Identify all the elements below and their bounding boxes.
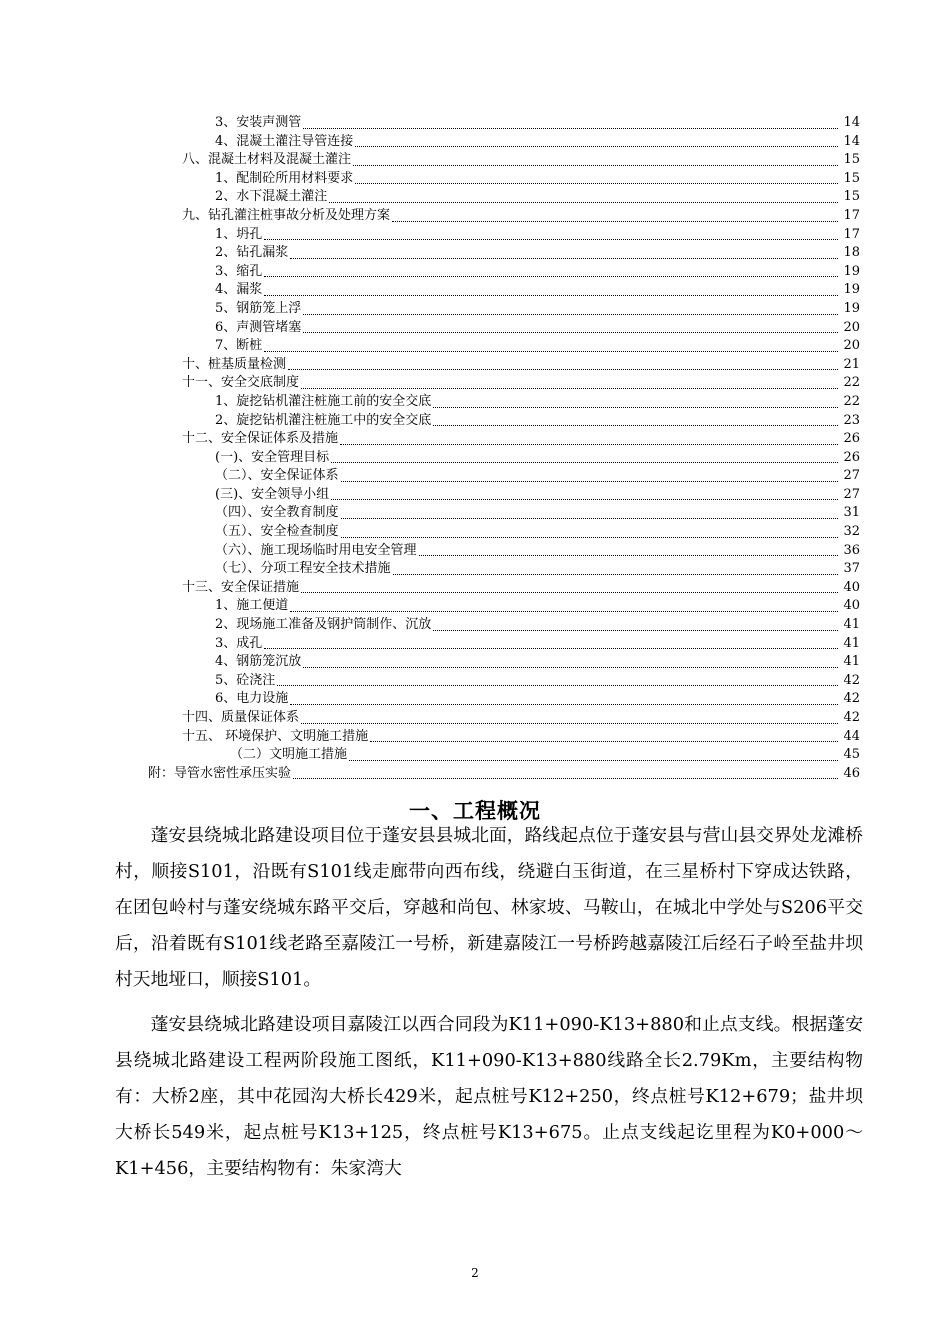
toc-entry[interactable] (120, 281, 860, 300)
toc-entry-label: 2、钻孔漏浆 (215, 245, 289, 261)
toc-entry[interactable] (120, 207, 860, 226)
toc-entry-page: 14 (843, 133, 860, 149)
toc-entry[interactable] (120, 523, 860, 542)
page-number: 2 (471, 1266, 479, 1280)
toc-entry-page: 41 (843, 617, 860, 633)
toc-entry-label: 八、混凝土材料及混凝土灌注 (182, 152, 352, 168)
toc-entry[interactable] (120, 653, 860, 672)
toc-entry-page: 19 (843, 282, 860, 298)
toc-dot-leader (301, 384, 838, 389)
toc-entry-page: 42 (843, 691, 860, 707)
toc-dot-leader (329, 198, 838, 203)
body-text (115, 818, 863, 1187)
toc-entry[interactable] (120, 504, 860, 523)
table-of-contents (120, 114, 860, 783)
toc-entry-label: 4、钢筋笼沉放 (215, 654, 302, 670)
toc-dot-leader (301, 588, 838, 593)
toc-entry-label: 1、配制砼所用材料要求 (215, 170, 354, 186)
toc-dot-leader (264, 644, 838, 649)
toc-entry[interactable] (120, 393, 860, 412)
toc-entry-page: 19 (843, 263, 860, 279)
toc-entry[interactable] (120, 467, 860, 486)
toc-entry-label: （四）、安全教育制度 (215, 505, 339, 521)
toc-dot-leader (433, 403, 838, 408)
toc-entry-label: 3、安装声测管 (215, 115, 302, 130)
toc-entry-page: 27 (843, 486, 860, 502)
toc-entry[interactable] (120, 374, 860, 393)
toc-entry[interactable] (120, 709, 860, 728)
toc-entry-page: 46 (843, 765, 860, 781)
toc-entry-page: 17 (843, 207, 860, 223)
toc-entry[interactable] (120, 244, 860, 263)
toc-entry[interactable] (120, 430, 860, 449)
toc-dot-leader (303, 124, 838, 129)
toc-dot-leader (341, 514, 838, 519)
toc-entry-label: （二）、安全保证体系 (215, 468, 339, 484)
toc-entry-page: 31 (843, 505, 860, 521)
toc-entry-label: 十二、安全保证体系及措施 (182, 431, 339, 447)
toc-dot-leader (331, 458, 838, 463)
toc-entry-label: （二）文明施工措施 (230, 747, 348, 763)
toc-entry[interactable] (120, 356, 860, 375)
toc-entry-label: 十、桩基质量检测 (182, 356, 287, 372)
toc-entry-label: 2、现场施工准备及钢护筒制作、沉放 (215, 617, 432, 633)
toc-entry[interactable] (120, 337, 860, 356)
toc-entry-label: 5、砼浇注 (215, 672, 276, 688)
toc-entry-label: 2、水下混凝土灌注 (215, 189, 328, 205)
toc-entry[interactable] (120, 114, 860, 133)
toc-entry-label: (三)、安全领导小组 (215, 486, 330, 502)
toc-entry-page: 21 (843, 356, 860, 372)
toc-entry-label: (一)、安全管理目标 (215, 449, 330, 465)
toc-dot-leader (264, 272, 838, 277)
toc-dot-leader (277, 681, 838, 686)
toc-entry-label: 十一、安全交底制度 (182, 375, 300, 391)
toc-entry-page: 37 (843, 561, 860, 577)
toc-dot-leader (370, 737, 838, 742)
toc-entry-page: 26 (843, 449, 860, 465)
toc-entry-page: 14 (843, 115, 860, 130)
toc-entry[interactable] (120, 319, 860, 338)
toc-entry-label: 九、钻孔灌注桩事故分析及处理方案 (182, 207, 391, 223)
toc-entry-page: 26 (843, 431, 860, 447)
toc-entry-label: （五）、安全检查制度 (215, 524, 339, 540)
toc-dot-leader (290, 700, 838, 705)
toc-dot-leader (392, 217, 838, 222)
toc-entry-label: 5、钢筋笼上浮 (215, 300, 302, 316)
toc-entry-page: 44 (843, 728, 860, 744)
toc-entry-page: 23 (843, 412, 860, 428)
toc-entry-label: 十四、质量保证体系 (182, 710, 300, 725)
toc-entry[interactable] (120, 635, 860, 654)
toc-entry[interactable] (120, 151, 860, 170)
toc-entry[interactable] (120, 672, 860, 691)
toc-dot-leader (419, 551, 838, 556)
toc-entry-label: 1、施工便道 (215, 598, 289, 614)
toc-entry-label: 3、成孔 (215, 635, 263, 651)
toc-entry-label: 附：导管水密性承压实验 (148, 765, 292, 781)
toc-entry-page: 27 (843, 468, 860, 484)
toc-dot-leader (341, 477, 838, 482)
toc-entry[interactable] (120, 579, 860, 598)
toc-entry-page: 42 (843, 672, 860, 688)
toc-entry-page: 15 (843, 189, 860, 205)
toc-dot-leader (303, 663, 838, 668)
toc-entry-label: 十三、安全保证措施 (182, 579, 300, 595)
toc-entry-label: 1、旋挖钻机灌注桩施工前的安全交底 (215, 393, 432, 409)
toc-dot-leader (353, 161, 838, 166)
toc-dot-leader (355, 179, 838, 184)
toc-entry[interactable] (120, 133, 860, 152)
toc-entry[interactable] (120, 300, 860, 319)
toc-dot-leader (341, 533, 838, 538)
toc-entry-page: 40 (843, 579, 860, 595)
toc-entry-label: （六）、施工现场临时用电安全管理 (215, 542, 417, 558)
toc-entry-page: 42 (843, 710, 860, 725)
paragraph: 蓬安县绕城北路建设项目嘉陵江以西合同段为K11+090-K13+880和止点支线。根据蓬安县绕城北路建设工程两阶段施工图纸，K11+090-K13+880线路全长2.79Km，主要结构物有：大桥2座，其中花园沟大桥长429米，起点桩号K12+250，终点桩号K12+679；盐井坝大桥长549米，起点桩号K13+125，终点桩号K13+675。止点支线起讫里程为K0+000～K1+456，主要结构物有：朱家湾大 (115, 1014, 863, 1179)
toc-entry-label: 6、电力设施 (215, 691, 289, 707)
toc-entry[interactable] (120, 616, 860, 635)
toc-entry[interactable] (120, 728, 860, 747)
toc-entry[interactable] (120, 765, 860, 784)
toc-entry-label: 6、声测管堵塞 (215, 319, 302, 335)
section-heading: 一、工程概况 (409, 798, 541, 824)
toc-entry-page: 20 (843, 319, 860, 335)
toc-entry[interactable] (120, 542, 860, 561)
toc-dot-leader (301, 719, 838, 724)
toc-entry[interactable] (120, 746, 860, 765)
toc-dot-leader (290, 607, 838, 612)
toc-dot-leader (264, 235, 838, 240)
toc-dot-leader (433, 626, 838, 631)
toc-entry-label: 4、漏浆 (215, 282, 263, 298)
toc-entry[interactable] (120, 560, 860, 579)
toc-entry-label: （七）、分项工程安全技术措施 (215, 561, 391, 577)
toc-dot-leader (331, 495, 838, 500)
toc-dot-leader (293, 774, 838, 779)
toc-entry-page: 15 (843, 152, 860, 168)
toc-entry-page: 45 (843, 747, 860, 763)
toc-entry-page: 36 (843, 542, 860, 558)
toc-entry[interactable] (120, 412, 860, 431)
toc-entry-label: 3、缩孔 (215, 263, 263, 279)
toc-entry-page: 40 (843, 598, 860, 614)
toc-entry[interactable] (120, 188, 860, 207)
toc-entry-label: 4、混凝土灌注导管连接 (215, 133, 354, 149)
toc-entry-label: 1、坍孔 (215, 226, 263, 242)
toc-entry[interactable] (120, 170, 860, 189)
toc-entry-page: 41 (843, 635, 860, 651)
toc-entry-label: 7、断桩 (215, 338, 263, 354)
toc-dot-leader (349, 756, 838, 761)
toc-entry-page: 22 (843, 375, 860, 391)
toc-dot-leader (264, 347, 838, 352)
toc-entry-page: 22 (843, 393, 860, 409)
toc-entry-page: 41 (843, 654, 860, 670)
toc-dot-leader (264, 291, 838, 296)
toc-entry[interactable] (120, 226, 860, 245)
toc-entry-page: 20 (843, 338, 860, 354)
toc-entry-page: 15 (843, 170, 860, 186)
toc-entry[interactable] (120, 690, 860, 709)
paragraph: 蓬安县绕城北路建设项目位于蓬安县县城北面，路线起点位于蓬安县与营山县交界处龙滩桥村，顺接S101，沿既有S101线走廊带向西布线，绕避白玉街道，在三星桥村下穿成达铁路，在团包岭村与蓬安绕城东路平交后，穿越和尚包、林家坡、马鞍山，在城北中学处与S206平交后，沿着既有S101线老路至嘉陵江一号桥，新建嘉陵江一号桥跨越嘉陵江后经石子岭至盐井坝村天地垭口，顺接S101。 (115, 825, 863, 990)
toc-entry-page: 17 (843, 226, 860, 242)
toc-dot-leader (288, 365, 838, 370)
toc-entry-page: 19 (843, 300, 860, 316)
toc-dot-leader (340, 440, 838, 445)
toc-entry-label: 2、旋挖钻机灌注桩施工中的安全交底 (215, 412, 432, 428)
toc-entry-page: 32 (843, 524, 860, 540)
toc-dot-leader (433, 421, 838, 426)
toc-entry[interactable] (120, 263, 860, 282)
toc-entry[interactable] (120, 449, 860, 468)
toc-entry-page: 18 (843, 245, 860, 261)
toc-dot-leader (290, 254, 838, 259)
toc-entry[interactable] (120, 486, 860, 505)
toc-dot-leader (355, 142, 838, 147)
toc-entry-label: 十五、 环境保护、文明施工措施 (182, 728, 369, 744)
toc-dot-leader (303, 310, 838, 315)
toc-dot-leader (393, 570, 838, 575)
toc-dot-leader (303, 328, 838, 333)
toc-entry[interactable] (120, 597, 860, 616)
